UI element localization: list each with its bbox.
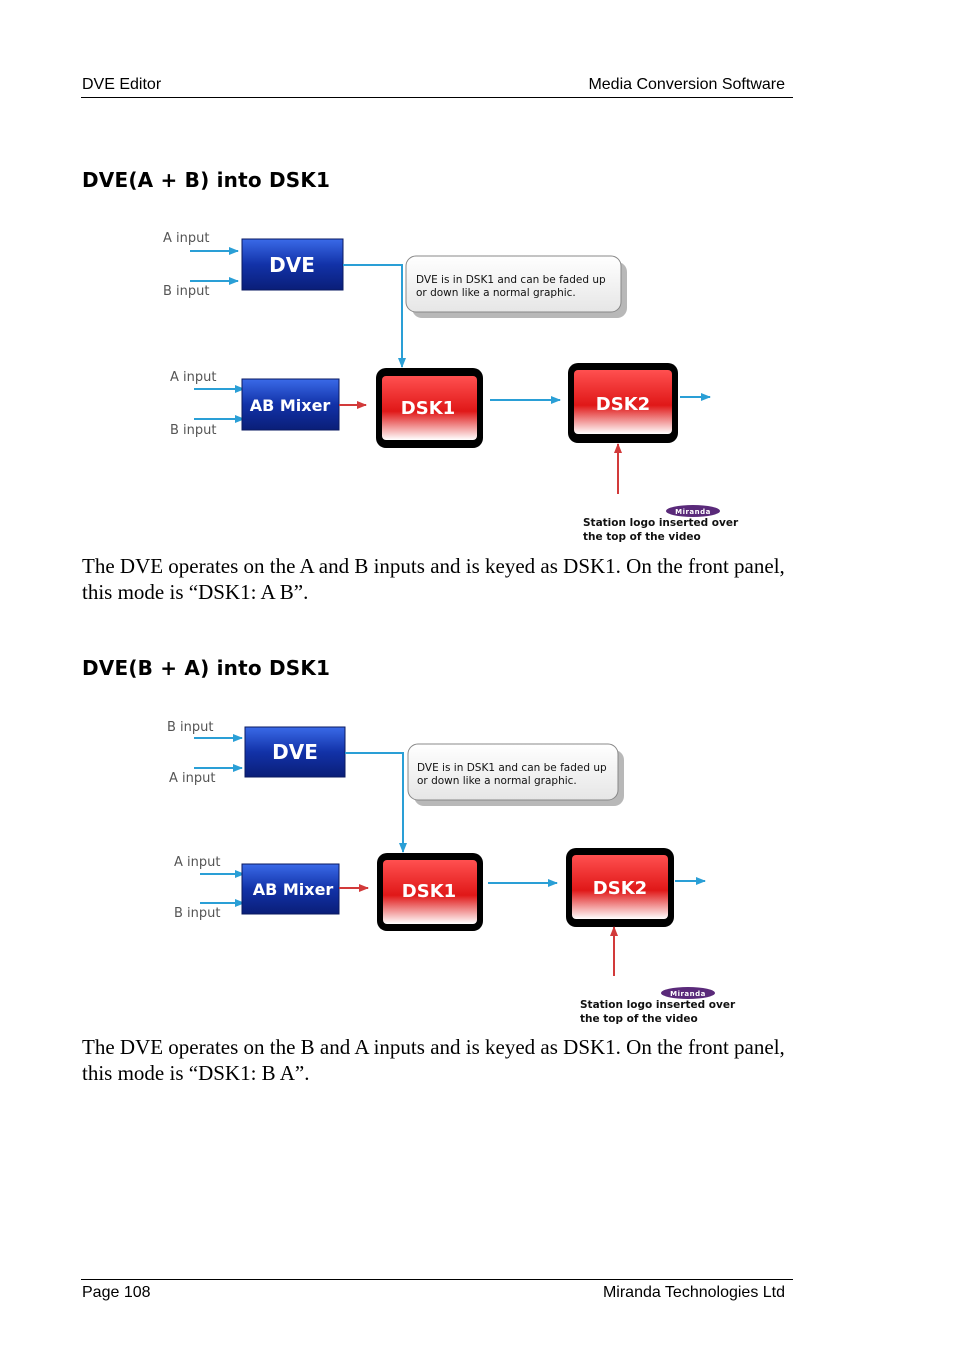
logo-caption-2: the top of the video	[583, 531, 701, 543]
miranda-logo-text: Miranda	[675, 508, 711, 516]
section-body: The DVE operates on the B and A inputs and is keyed as DSK1. On the front panel, this mode is “DSK1: B A”.	[82, 1035, 785, 1085]
dsk1-label: DSK1	[400, 398, 456, 419]
section-heading: DVE(A + B) into DSK1	[82, 168, 331, 192]
callout-line-2: or down like a normal graphic.	[416, 287, 576, 299]
ab-mixer-label: AB Mixer	[249, 396, 331, 415]
arrow-dve-to-dsk1	[343, 265, 402, 367]
arrow-dve-to-dsk1	[345, 753, 403, 852]
page-footer	[81, 1279, 793, 1310]
section-body: The DVE operates on the A and B inputs and is keyed as DSK1. On the front panel, this mode is “DSK1: A B”.	[82, 554, 785, 604]
input-label-1: A input	[163, 231, 210, 246]
input-label-2: B input	[163, 284, 210, 299]
header-right: Media Conversion Software	[588, 76, 785, 93]
section-heading: DVE(B + A) into DSK1	[82, 656, 331, 680]
dve-label: DVE	[272, 740, 318, 764]
input-label-4: B input	[174, 906, 221, 921]
dsk1-label: DSK1	[401, 881, 457, 902]
diagram-dve-a-b	[150, 220, 750, 550]
input-label-1: B input	[167, 720, 214, 735]
footer-company: Miranda Technologies Ltd	[602, 1284, 785, 1301]
ab-mixer-label: AB Mixer	[252, 880, 334, 899]
callout-line-2: or down like a normal graphic.	[417, 775, 577, 787]
logo-caption-1: Station logo inserted over	[580, 999, 736, 1011]
logo-caption-1: Station logo inserted over	[583, 517, 739, 529]
page-number: Page 108	[82, 1284, 151, 1301]
logo-caption-2: the top of the video	[580, 1013, 698, 1025]
dsk2-label: DSK2	[595, 394, 651, 415]
input-label-4: B input	[170, 423, 217, 438]
callout-line-1: DVE is in DSK1 and can be faded up	[417, 762, 607, 774]
callout-line-1: DVE is in DSK1 and can be faded up	[416, 274, 606, 286]
miranda-logo-text: Miranda	[670, 990, 706, 998]
header-left: DVE Editor	[82, 76, 162, 93]
page-header	[81, 76, 793, 98]
dsk2-label: DSK2	[592, 878, 648, 899]
input-label-3: A input	[170, 370, 217, 385]
input-label-2: A input	[169, 771, 216, 786]
diagram-dve-b-a	[150, 705, 750, 1035]
input-label-3: A input	[174, 855, 221, 870]
dve-label: DVE	[269, 253, 315, 277]
